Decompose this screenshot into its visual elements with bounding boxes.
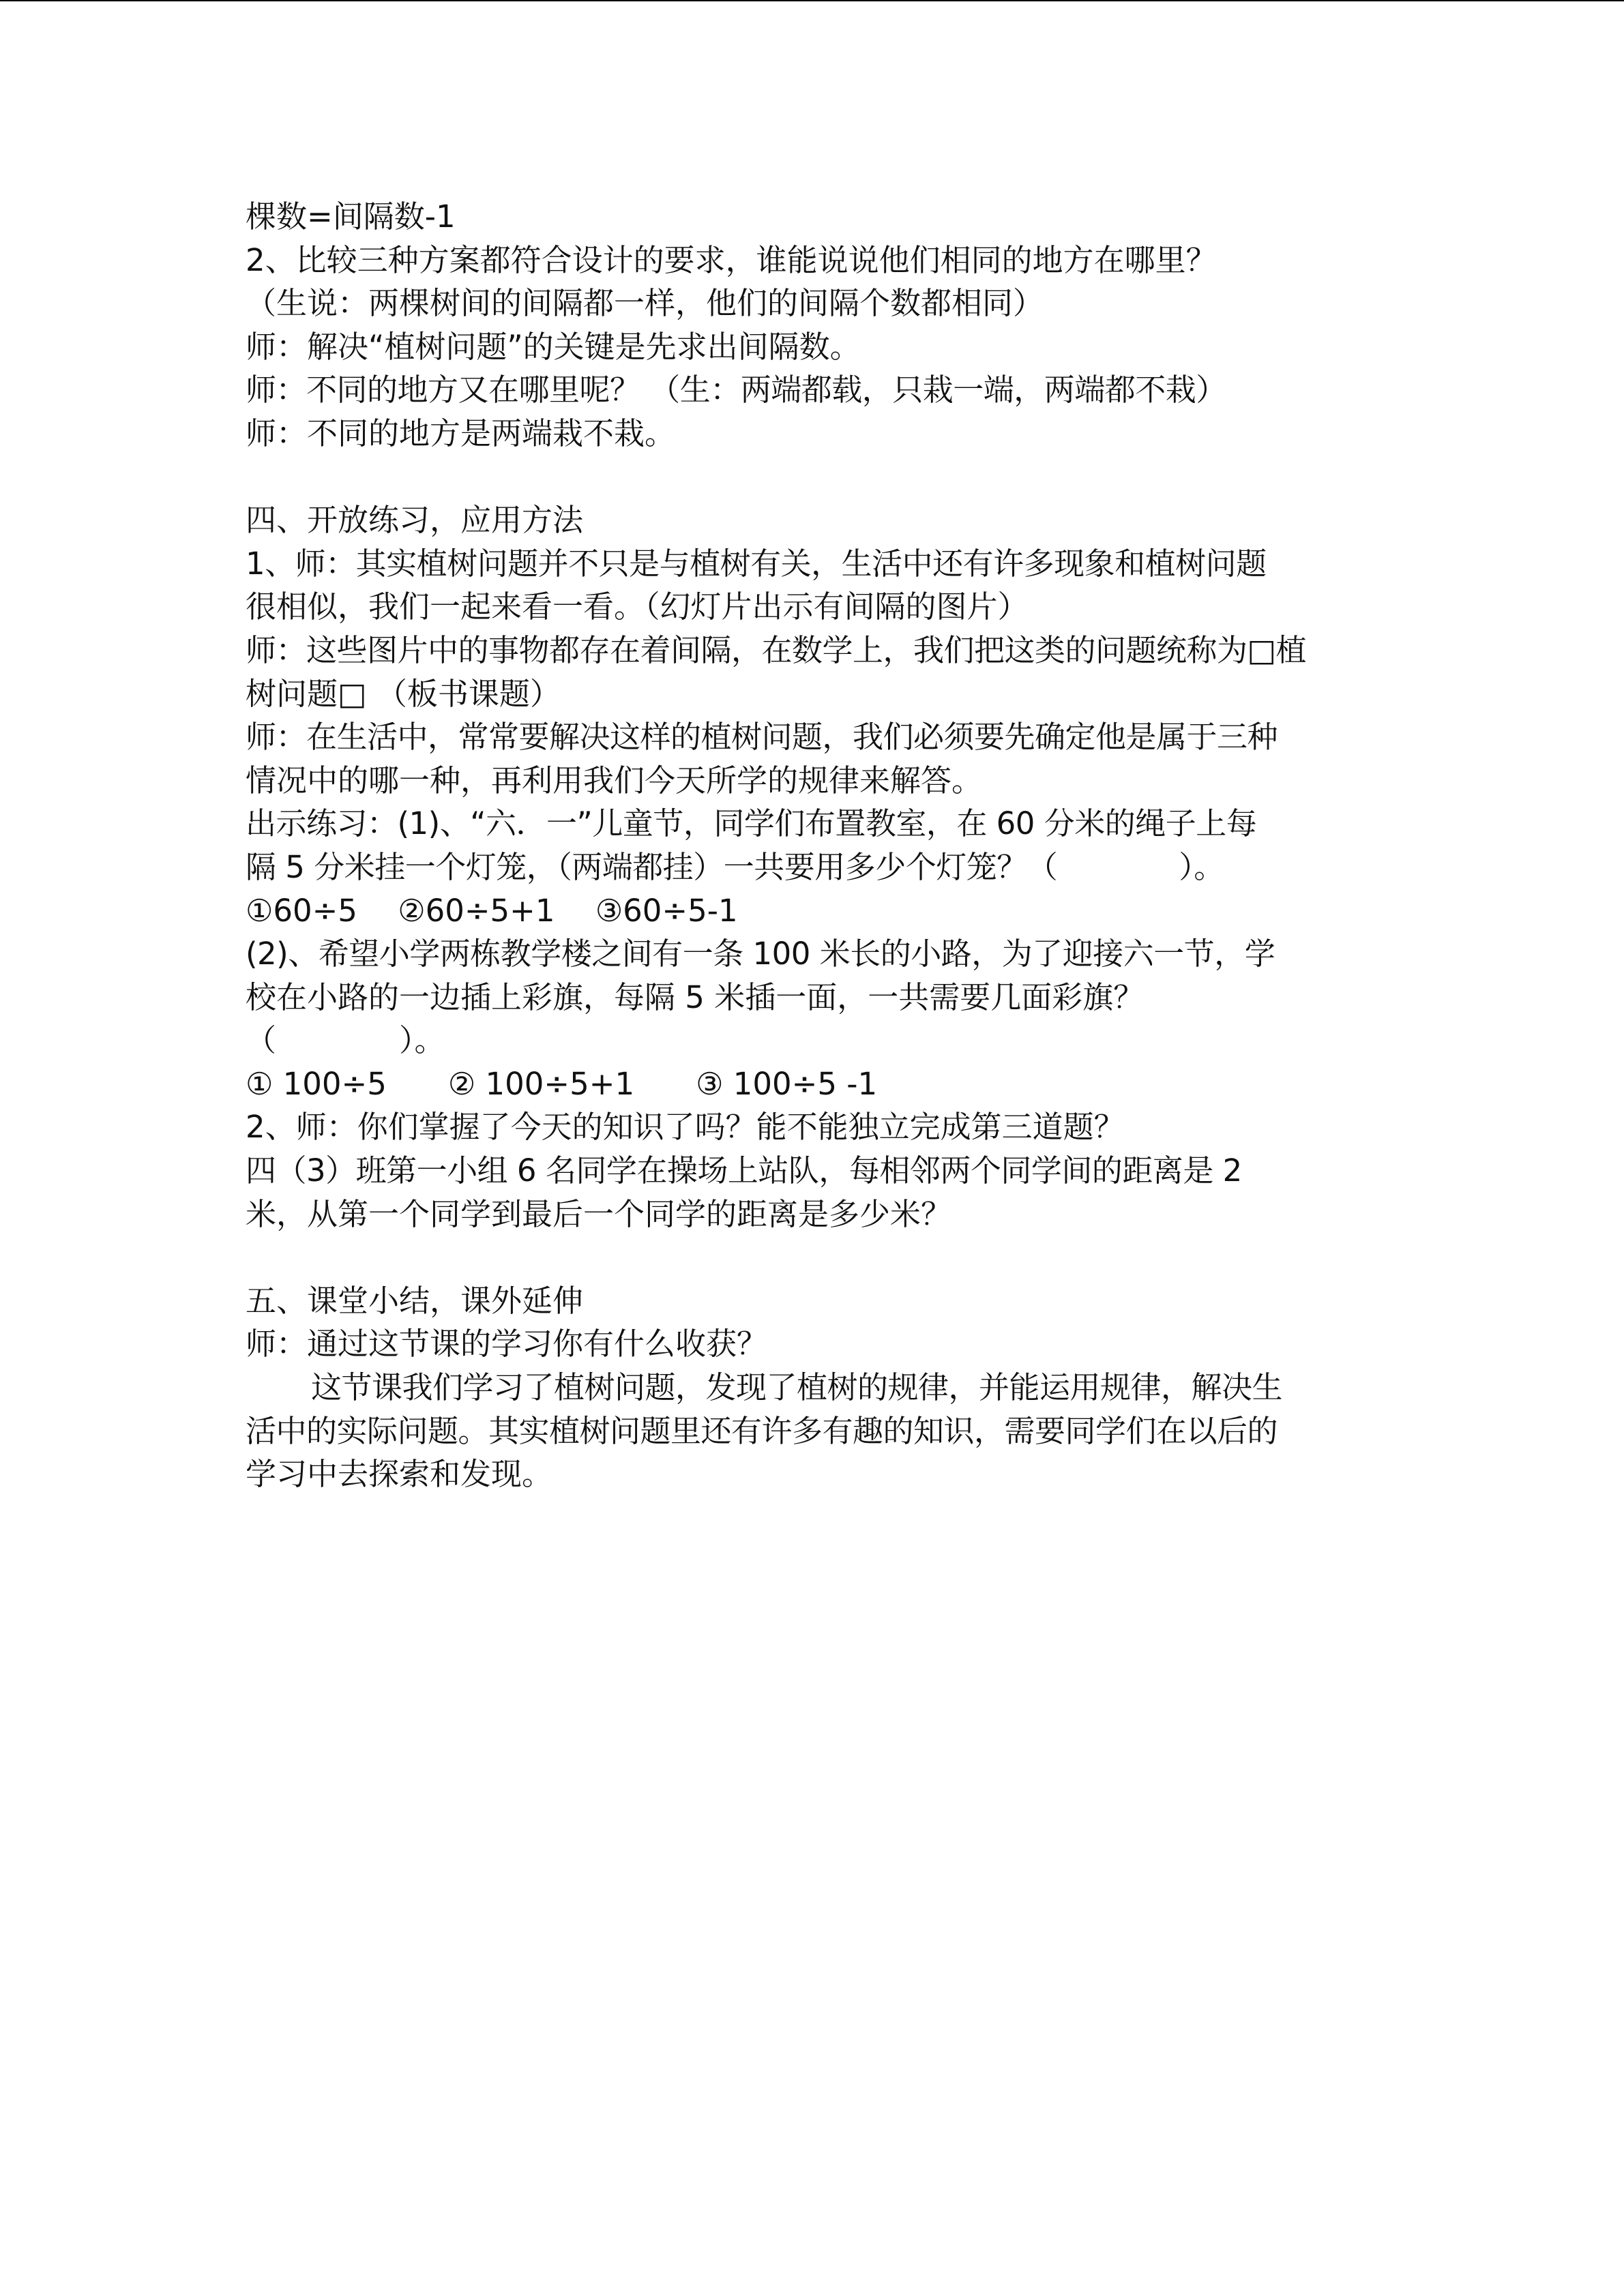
text-line: （ ）。 (246, 1022, 445, 1059)
document-body (246, 195, 1378, 1496)
text-line: 很相似，我们一起来看一看。（幻灯片出示有间隔的图片） (246, 588, 1029, 625)
section-heading: 五、课堂小结，课外延伸 (246, 1282, 584, 1319)
text-line: 四（3）班第一小组 6 名同学在操场上站队，每相邻两个同学间的距离是 2 (246, 1152, 1242, 1189)
page-top-border (0, 0, 1624, 1)
paragraph-first-line: 这节课我们学习了植树问题，发现了植树的规律，并能运用规律，解决生 (311, 1369, 1283, 1406)
blank-line (246, 1236, 1378, 1279)
blank-line (246, 456, 1378, 499)
text-line: 师：不同的地方又在哪里呢？ （生：两端都载，只栽一端，两端都不栽） (246, 372, 1226, 408)
text-line: 米，从第一个同学到最后一个同学的距离是多少米？ (246, 1195, 952, 1232)
answer-options: ① 100÷5 ② 100÷5+1 ③ 100÷5 -1 (246, 1065, 878, 1102)
text-line: 树问题□ （板书课题） (246, 675, 561, 712)
text-line: 师：这些图片中的事物都存在着间隔，在数学上，我们把这类的问题统称为□植 (246, 631, 1307, 668)
text-line: 师：在生活中，常常要解决这样的植树问题，我们必须要先确定他是属于三种 (246, 719, 1278, 756)
text-line: 1、师：其实植树问题并不只是与植树有关，生活中还有许多现象和植树问题 (246, 545, 1267, 582)
text-line: 学习中去探索和发现。 (246, 1456, 553, 1493)
text-line: 师：通过这节课的学习你有什么收获？ (246, 1326, 768, 1362)
text-line: 师：不同的地方是两端栽不栽。 (246, 415, 676, 451)
text-line: 活中的实际问题。其实植树问题里还有许多有趣的知识，需要同学们在以后的 (246, 1412, 1278, 1449)
text-line: 棵数=间隔数-1 (246, 198, 456, 235)
text-line: 情况中的哪一种，再利用我们今天所学的规律来解答。 (246, 762, 983, 799)
text-line: 出示练习：(1)、“六．一”儿童节，同学们布置教室，在 60 分米的绳子上每 (246, 805, 1257, 842)
text-line: （生说：两棵树间的间隔都一样，他们的间隔个数都相同） (246, 285, 1044, 322)
answer-options: ①60÷5 ②60÷5+1 ③60÷5-1 (246, 892, 738, 929)
text-line: 校在小路的一边插上彩旗，每隔 5 米插一面，一共需要几面彩旗？ (246, 979, 1145, 1015)
text-line: 隔 5 分米挂一个灯笼，（两端都挂）一共要用多少个灯笼？（ ）。 (246, 848, 1224, 885)
section-heading: 四、开放练习，应用方法 (246, 502, 584, 539)
text-line: 2、比较三种方案都符合设计的要求，谁能说说他们相同的地方在哪里？ (246, 241, 1217, 278)
text-line: 2、师：你们掌握了今天的知识了吗？能不能独立完成第三道题？ (246, 1109, 1125, 1146)
text-line: 师：解决“植树问题”的关键是先求出间隔数。 (246, 328, 861, 365)
text-line: (2)、希望小学两栋教学楼之间有一条 100 米长的小路，为了迎接六一节，学 (246, 936, 1275, 972)
